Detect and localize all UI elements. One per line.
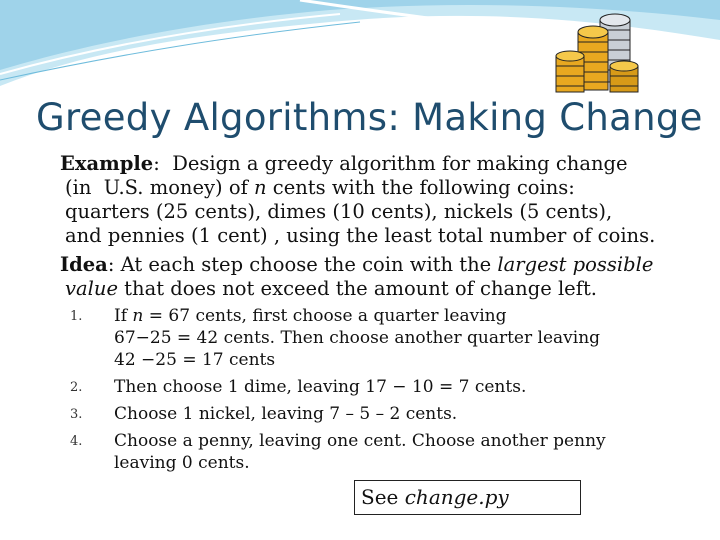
step-1-text-a: If bbox=[114, 306, 133, 326]
example-variable-n: n bbox=[254, 176, 267, 199]
idea-paragraph bbox=[60, 253, 700, 301]
example-line-4: and pennies (1 cent) , using the least total number of coins. bbox=[65, 224, 656, 247]
reference-prefix: See bbox=[361, 485, 405, 509]
step-item bbox=[70, 376, 710, 398]
idea-text-2b: that does not exceed the amount of change left. bbox=[117, 277, 597, 300]
example-text-2b: cents with the following coins: bbox=[266, 176, 575, 199]
step-number: 1. bbox=[70, 309, 83, 324]
step-1-line-3: 42 −25 = 17 cents bbox=[114, 350, 276, 370]
step-number: 3. bbox=[70, 407, 83, 422]
step-1-text-b: = 67 cents, first choose a quarter leaving bbox=[143, 306, 507, 326]
step-item bbox=[70, 305, 710, 371]
step-number: 4. bbox=[70, 434, 83, 449]
step-3-line-1: Choose 1 nickel, leaving 7 – 5 – 2 cents. bbox=[114, 404, 458, 424]
step-4-line-1: Choose a penny, leaving one cent. Choose another penny bbox=[114, 431, 606, 451]
step-1-line-2: 67−25 = 42 cents. Then choose another quarter leaving bbox=[114, 328, 601, 348]
step-1-variable-n: n bbox=[132, 306, 144, 326]
steps-list bbox=[70, 305, 710, 479]
idea-text-1a: : At each step choose the coin with the bbox=[107, 253, 498, 276]
example-separator: : bbox=[153, 152, 173, 175]
idea-label: Idea bbox=[60, 253, 108, 276]
example-paragraph bbox=[60, 152, 700, 248]
step-item bbox=[70, 403, 710, 425]
example-label: Example bbox=[60, 152, 154, 175]
idea-emphasis-2: value bbox=[65, 277, 118, 300]
example-line-3: quarters (25 cents), dimes (10 cents), nickels (5 cents), bbox=[65, 200, 613, 223]
step-1-line-1 bbox=[114, 305, 710, 327]
idea-line-1 bbox=[60, 253, 700, 277]
file-reference-box bbox=[354, 480, 581, 515]
example-text-2a: (in U.S. money) of bbox=[65, 176, 255, 199]
example-line-2 bbox=[60, 176, 700, 200]
step-2-line-1: Then choose 1 dime, leaving 17 − 10 = 7 cents. bbox=[114, 377, 527, 397]
step-number: 2. bbox=[70, 380, 83, 395]
reference-filename: change.py bbox=[404, 485, 509, 509]
coin-stacks-clipart bbox=[552, 6, 642, 98]
example-line-1 bbox=[60, 152, 700, 176]
slide-title: Greedy Algorithms: Making Change bbox=[36, 96, 703, 139]
step-4-line-2: leaving 0 cents. bbox=[114, 453, 250, 473]
idea-line-2 bbox=[60, 277, 700, 301]
idea-emphasis-1: largest possible bbox=[497, 253, 654, 276]
example-text-1: Design a greedy algorithm for making change bbox=[172, 152, 628, 175]
step-item bbox=[70, 430, 710, 474]
